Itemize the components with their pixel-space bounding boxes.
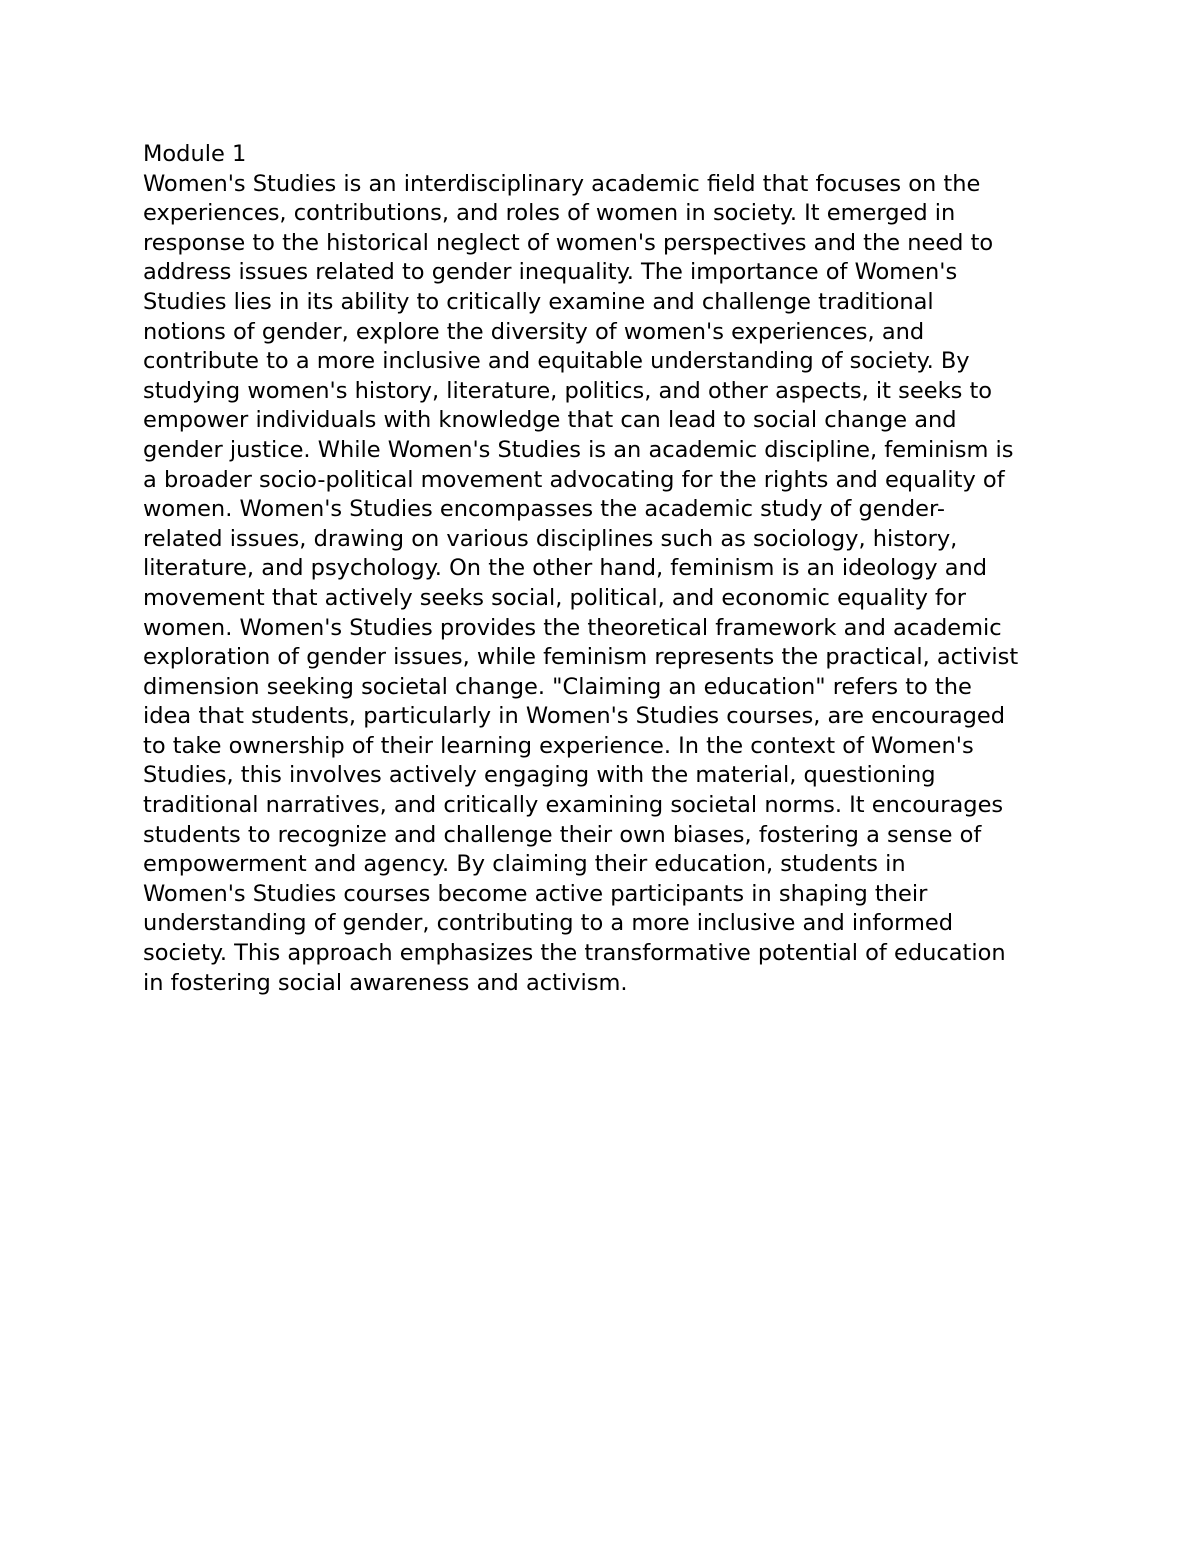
body-line: idea that students, particularly in Women's Studies courses, are encouraged bbox=[143, 703, 1006, 730]
body-line: students to recognize and challenge their own biases, fostering a sense of bbox=[143, 821, 982, 848]
body-line: society. This approach emphasizes the transformative potential of education bbox=[143, 940, 1006, 967]
body-line: in fostering social awareness and activism. bbox=[143, 969, 628, 996]
body-line: dimension seeking societal change. "Claiming an education" refers to the bbox=[143, 673, 972, 700]
body-line: to take ownership of their learning experience. In the context of Women's bbox=[143, 732, 974, 759]
body-line: Studies lies in its ability to critically examine and challenge traditional bbox=[143, 288, 934, 315]
body-line: a broader socio-political movement advocating for the rights and equality of bbox=[143, 466, 1005, 493]
body-line: exploration of gender issues, while feminism represents the practical, activist bbox=[143, 644, 1019, 671]
body-line: Studies, this involves actively engaging with the material, questioning bbox=[143, 762, 936, 789]
body-line: address issues related to gender inequality. The importance of Women's bbox=[143, 259, 958, 286]
body-line: empower individuals with knowledge that can lead to social change and bbox=[143, 407, 957, 434]
module-heading: Module 1 bbox=[143, 141, 247, 167]
body-line: women. Women's Studies encompasses the academic study of gender- bbox=[143, 496, 945, 523]
body-line: gender justice. While Women's Studies is an academic discipline, feminism is bbox=[143, 436, 1014, 463]
body-line: traditional narratives, and critically examining societal norms. It encourages bbox=[143, 792, 1004, 819]
body-line: empowerment and agency. By claiming their education, students in bbox=[143, 851, 906, 878]
document-content bbox=[143, 140, 1083, 998]
body-line: experiences, contributions, and roles of women in society. It emerged in bbox=[143, 200, 956, 227]
body-line: literature, and psychology. On the other hand, feminism is an ideology and bbox=[143, 555, 988, 582]
body-line: response to the historical neglect of women's perspectives and the need to bbox=[143, 229, 994, 256]
body-line: women. Women's Studies provides the theoretical framework and academic bbox=[143, 614, 1002, 641]
body-line: related issues, drawing on various disciplines such as sociology, history, bbox=[143, 525, 958, 552]
body-line: contribute to a more inclusive and equitable understanding of society. By bbox=[143, 348, 970, 375]
body-line: notions of gender, explore the diversity of women's experiences, and bbox=[143, 318, 925, 345]
body-line: Women's Studies courses become active participants in shaping their bbox=[143, 880, 928, 907]
body-line: movement that actively seeks social, political, and economic equality for bbox=[143, 584, 966, 611]
body-line: studying women's history, literature, politics, and other aspects, it seeks to bbox=[143, 377, 993, 404]
body-paragraph bbox=[143, 170, 1083, 999]
body-line: Women's Studies is an interdisciplinary academic field that focuses on the bbox=[143, 170, 981, 197]
body-line: understanding of gender, contributing to a more inclusive and informed bbox=[143, 910, 954, 937]
